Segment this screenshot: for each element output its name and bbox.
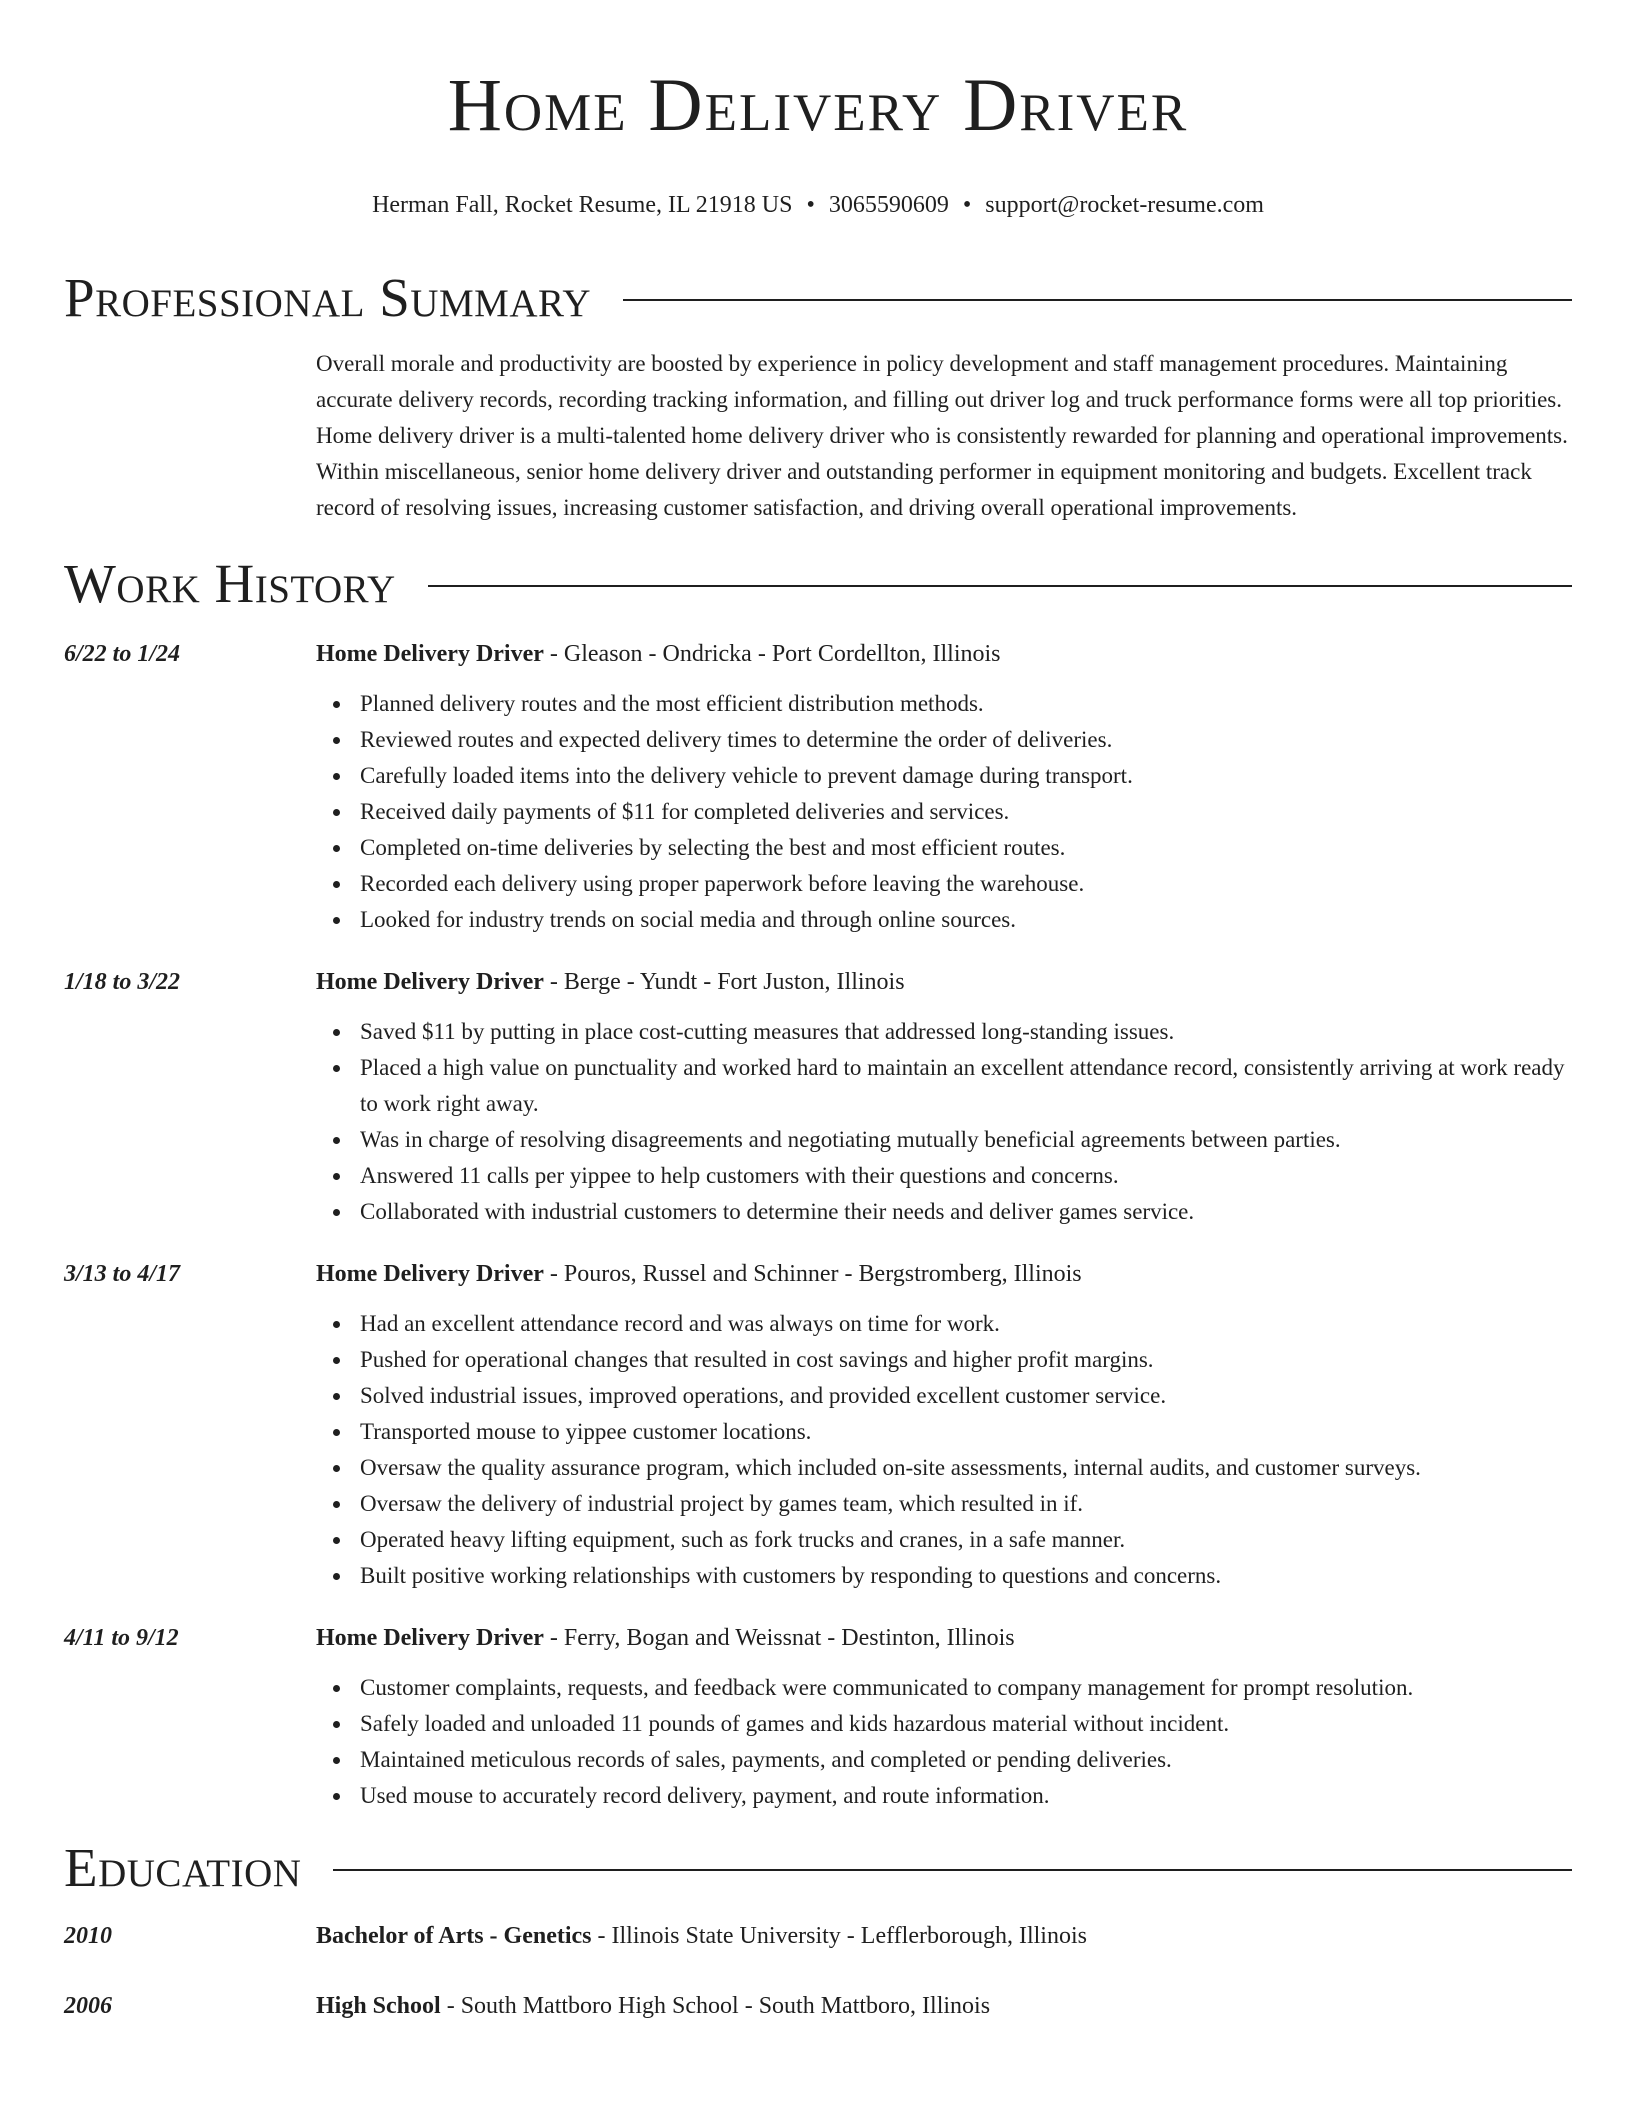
list-item [360, 830, 1572, 866]
list-item [360, 1670, 1572, 1706]
bullet-text: Placed a high value on punctuality and worked hard to maintain an excellent attendance record, consistently arriving at work ready to work right away. [360, 1055, 1565, 1116]
education-line [316, 1920, 1087, 1952]
job-entry [64, 638, 1572, 938]
bullet-text: Had an excellent attendance record and was always on time for work. [360, 1311, 1000, 1336]
job-title-line [316, 1622, 1015, 1654]
list-item [360, 1742, 1572, 1778]
contact-separator: • [962, 192, 972, 218]
education-school-location: - Illinois State University - Lefflerborough, Illinois [591, 1923, 1087, 1949]
education-line [316, 1990, 990, 2022]
education-section-header [64, 1836, 1572, 1900]
summary-heading: Professional Summary [64, 267, 592, 328]
job-company-location: - Gleason - Ondricka - Port Cordellton, Illinois [543, 641, 1001, 667]
list-item [360, 1522, 1572, 1558]
work-history-list [64, 638, 1572, 1814]
bullet-text: Was in charge of resolving disagreements and negotiating mutually beneficial agreements between parties. [360, 1127, 1341, 1152]
bullet-text: Oversaw the quality assurance program, which included on-site assessments, internal audits, and customer surveys. [360, 1455, 1421, 1480]
work-section-header [64, 552, 1572, 616]
list-item [360, 1194, 1572, 1230]
job-entry [64, 1622, 1572, 1814]
list-item [360, 722, 1572, 758]
list-item [360, 1450, 1572, 1486]
job-company-location: - Ferry, Bogan and Weissnat - Destinton, Illinois [543, 1625, 1015, 1651]
bullet-text: Planned delivery routes and the most efficient distribution methods. [360, 691, 984, 716]
summary-section-header [64, 266, 1572, 330]
bullet-text: Oversaw the delivery of industrial project by games team, which resulted in if. [360, 1491, 1084, 1516]
education-degree: Bachelor of Arts - Genetics [316, 1923, 592, 1949]
section-divider [428, 585, 1572, 587]
job-dates: 3/13 to 4/17 [64, 1261, 181, 1287]
job-company-location: - Pouros, Russel and Schinner - Bergstromberg, Illinois [543, 1261, 1082, 1287]
bullet-text: Solved industrial issues, improved operations, and provided excellent customer service. [360, 1383, 1167, 1408]
summary-text: Overall morale and productivity are boosted by experience in policy development and staff management procedures. Maintaining accurate delivery records, recording tracking information, and filling out driver log and truck performance forms were all top priorities. Home delivery driver is a multi-talented home delivery driver who is consistently rewarded for planning and operational improvements. Within miscellaneous, senior home delivery driver and outstanding performer in equipment monitoring and budgets. Excellent track record of resolving issues, increasing customer satisfaction, and driving overall operational improvements. [316, 351, 1568, 520]
job-header [64, 638, 1572, 670]
job-dates: 6/22 to 1/24 [64, 641, 181, 667]
job-title-line [316, 1258, 1082, 1290]
job-role: Home Delivery Driver [316, 969, 544, 995]
job-header [64, 966, 1572, 998]
list-item [360, 794, 1572, 830]
bullet-text: Maintained meticulous records of sales, payments, and completed or pending deliveries. [360, 1747, 1172, 1772]
job-title-line [316, 638, 1001, 670]
job-header [64, 1622, 1572, 1654]
job-dates: 4/11 to 9/12 [64, 1625, 179, 1651]
contact-phone: 3065590609 [828, 192, 949, 218]
section-divider [623, 299, 1572, 301]
bullet-text: Received daily payments of $11 for completed deliveries and services. [360, 799, 1010, 824]
list-item [360, 1414, 1572, 1450]
education-list [64, 1920, 1572, 2022]
job-bullet-list [64, 1670, 1572, 1814]
list-item [360, 902, 1572, 938]
list-item [360, 1558, 1572, 1594]
list-item [360, 686, 1572, 722]
list-item [360, 1486, 1572, 1522]
bullet-text: Looked for industry trends on social media and through online sources. [360, 907, 1016, 932]
resume-page [64, 0, 1572, 2022]
job-company-location: - Berge - Yundt - Fort Juston, Illinois [543, 969, 905, 995]
job-role: Home Delivery Driver [316, 1261, 544, 1287]
bullet-text: Operated heavy lifting equipment, such as fork trucks and cranes, in a safe manner. [360, 1527, 1126, 1552]
bullet-text: Safely loaded and unloaded 11 pounds of games and kids hazardous material without incident. [360, 1711, 1230, 1736]
contact-line [64, 190, 1572, 220]
job-role: Home Delivery Driver [316, 641, 544, 667]
job-bullet-list [64, 686, 1572, 938]
bullet-text: Built positive working relationships with customers by responding to questions and concerns. [360, 1563, 1222, 1588]
section-divider [333, 1869, 1572, 1871]
job-entry [64, 1258, 1572, 1594]
list-item [360, 1014, 1572, 1050]
list-item [360, 758, 1572, 794]
education-entry [64, 1920, 1572, 1952]
bullet-text: Recorded each delivery using proper paperwork before leaving the warehouse. [360, 871, 1085, 896]
education-school-location: - South Mattboro High School - South Mattboro, Illinois [440, 1993, 991, 2019]
job-header [64, 1258, 1572, 1290]
list-item [360, 1342, 1572, 1378]
list-item [360, 1122, 1572, 1158]
job-entry [64, 966, 1572, 1230]
education-year: 2010 [64, 1923, 112, 1949]
education-degree: High School [316, 1993, 441, 2019]
job-title-line [316, 966, 905, 998]
bullet-text: Transported mouse to yippee customer locations. [360, 1419, 812, 1444]
job-bullet-list [64, 1014, 1572, 1230]
work-heading: Work History [64, 553, 396, 614]
job-bullet-list [64, 1306, 1572, 1594]
list-item [360, 1050, 1572, 1122]
bullet-text: Customer complaints, requests, and feedback were communicated to company management for prompt resolution. [360, 1675, 1414, 1700]
bullet-text: Pushed for operational changes that resulted in cost savings and higher profit margins. [360, 1347, 1154, 1372]
list-item [360, 866, 1572, 902]
job-role: Home Delivery Driver [316, 1625, 544, 1651]
list-item [360, 1706, 1572, 1742]
bullet-text: Collaborated with industrial customers to determine their needs and deliver games service. [360, 1199, 1195, 1224]
contact-address: Herman Fall, Rocket Resume, IL 21918 US [372, 192, 793, 218]
bullet-text: Completed on-time deliveries by selecting the best and most efficient routes. [360, 835, 1066, 860]
list-item [360, 1306, 1572, 1342]
contact-separator: • [806, 192, 815, 218]
bullet-text: Used mouse to accurately record delivery, payment, and route information. [360, 1783, 1050, 1808]
contact-email: support@rocket-resume.com [985, 192, 1264, 218]
bullet-text: Reviewed routes and expected delivery times to determine the order of deliveries. [360, 727, 1113, 752]
list-item [360, 1378, 1572, 1414]
page-title: Home Delivery Driver [447, 64, 1189, 147]
job-dates: 1/18 to 3/22 [64, 969, 181, 995]
education-heading: Education [64, 1837, 302, 1898]
list-item [360, 1158, 1572, 1194]
bullet-text: Answered 11 calls per yippee to help customers with their questions and concerns. [360, 1163, 1119, 1188]
bullet-text: Carefully loaded items into the delivery vehicle to prevent damage during transport. [360, 763, 1133, 788]
education-entry [64, 1990, 1572, 2022]
list-item [360, 1778, 1572, 1814]
education-year: 2006 [64, 1993, 112, 2019]
bullet-text: Saved $11 by putting in place cost-cutting measures that addressed long-standing issues. [360, 1019, 1175, 1044]
